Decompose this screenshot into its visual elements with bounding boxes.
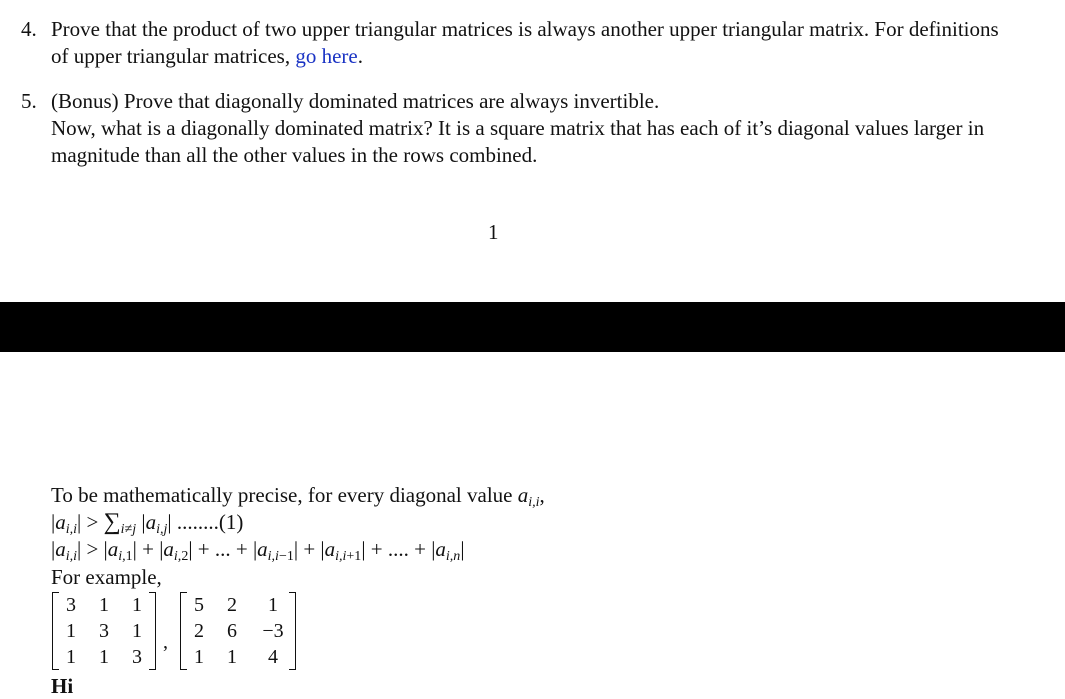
matrix-cell: 3 (66, 594, 76, 616)
matrix-cell: 1 (99, 594, 109, 616)
matrix-cell: 1 (132, 594, 142, 616)
matrix-cell: 3 (132, 646, 142, 668)
example-label: For example, (51, 565, 162, 589)
problem-5-line1: (Bonus) Prove that diagonally dominated matrices are always invertible. (51, 89, 660, 113)
matrix-cell: 1 (66, 620, 76, 642)
matrix-cell: 1 (268, 594, 278, 616)
matrix-cell: −3 (262, 620, 284, 642)
cutoff-text: Hi (51, 674, 74, 698)
definition-intro: To be mathematically precise, for every diagonal value $a_{i,i}$, (51, 483, 545, 510)
problem-5-number: 5. (21, 89, 37, 113)
matrix-cell: 6 (227, 620, 237, 642)
equation-expanded: $|a_{i,i}| > |a_{i,1}| + |a_{i,2}|$ + ... + $|a_{i,i-1}| + |a_{i,i+1}|$ + .... + $|a_{i,n}|$ (51, 537, 465, 564)
document-page-bottom: To be mathematically precise, for every diagonal value $a_{i,i}$, $|a_{i,i}| > \sum_{i\ne j}$ $|a_{i,j}|$ ........(1) $|a_{i,i}| > |a_{i,1}| + |a_{i,2}|$ + ... + $|a_{i,i-1}| + |a_{i,i+1}|$ + .... + $|a_{i,n}|$ For example, 3 1 1 1 3 1 1 1 3 , 5 2 1 2 6 −3 1 1 4 Hi (51, 483, 545, 698)
page-number: 1 (488, 220, 499, 244)
document-page-top (0, 0, 1065, 302)
go-here-link[interactable]: go here (295, 44, 358, 68)
matrix-cell: 2 (194, 620, 204, 642)
matrix-b (180, 590, 296, 670)
matrix-cell: 1 (132, 620, 142, 642)
matrix-cell: 2 (227, 594, 237, 616)
matrix-cell: 3 (99, 620, 109, 642)
problem-5-line2: Now, what is a diagonally dominated matrix? It is a square matrix that has each of it’s diagonal values larger in magnitude than all the other values in the rows combined. (51, 116, 985, 167)
matrix-cell: 5 (194, 594, 204, 616)
problem-5-text (51, 88, 1011, 169)
matrix-a (52, 590, 156, 670)
equation-1: $|a_{i,i}| > \sum_{i\ne j}$ $|a_{i,j}|$ ........(1) (51, 509, 244, 537)
matrix-cell: 1 (99, 646, 109, 668)
matrix-cell: 1 (227, 646, 237, 668)
problem-4-number: 4. (21, 17, 37, 41)
matrix-cell: 4 (268, 646, 278, 668)
problem-4-text: Prove that the product of two upper triangular matrices is always another upper triangular matrix. For definitions of upper triangular matrices, go here. (51, 17, 999, 68)
page-separator-bar (0, 302, 1065, 352)
matrix-cell: 1 (66, 646, 76, 668)
matrix-cell: 1 (194, 646, 204, 668)
